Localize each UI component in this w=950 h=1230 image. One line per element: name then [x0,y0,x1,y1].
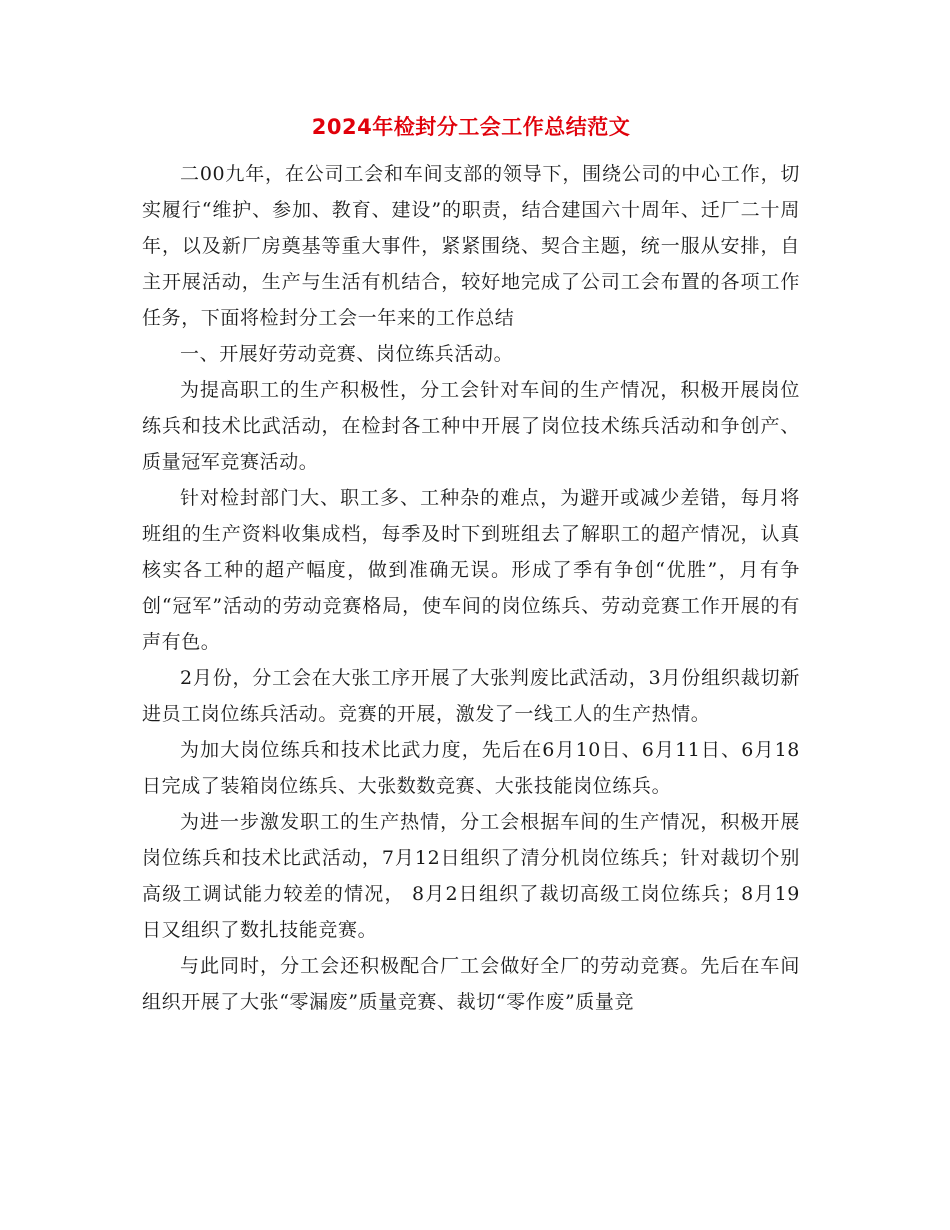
paragraph: 针对检封部门大、职工多、工种杂的难点，为避开或减少差错，每月将班组的生产资料收集成档，每季及时下到班组去了解职工的超产情况，认真核实各工种的超产幅度，做到准确无误。形成了季有争创“优胜”，月有争创“冠军”活动的劳动竞赛格局，使车间的岗位练兵、劳动竞赛工作开展的有声有色。 [142,487,800,653]
document-title: 2024年检封分工会工作总结范文 [311,115,631,139]
paragraph: 与此同时，分工会还积极配合厂工会做好全厂的劳动竞赛。先后在车间组织开展了大张“零漏废”质量竞赛、裁切“零作废”质量竞 [142,955,800,1013]
paragraph-intro: 二00九年，在公司工会和车间支部的领导下，围绕公司的中心工作，切实履行“维护、参加、教育、建设”的职责，结合建国六十周年、迁厂二十周年，以及新厂房奠基等重大事件，紧紧围绕、契合主题，统一服从安排，自主开展活动，生产与生活有机结合，较好地完成了公司工会布置的各项工作任务，下面将检封分工会一年来的工作总结 [142,163,800,329]
paragraph: 为进一步激发职工的生产热情，分工会根据车间的生产情况，积极开展岗位练兵和技术比武活动，7月12日组织了清分机岗位练兵；针对裁切个别高级工调试能力较差的情况， 8月2日组织了裁切高级工岗位练兵；8月19日又组织了数扎技能竞赛。 [142,811,800,941]
paragraph: 为提高职工的生产积极性，分工会针对车间的生产情况，积极开展岗位练兵和技术比武活动，在检封各工种中开展了岗位技术练兵活动和争创产、质量冠军竞赛活动。 [142,379,800,473]
section-heading-1: 一、开展好劳动竞赛、岗位练兵活动。 [180,343,514,365]
paragraph: 2月份，分工会在大张工序开展了大张判废比武活动，3月份组织裁切新进员工岗位练兵活动。竞赛的开展，激发了一线工人的生产热情。 [142,667,800,725]
paragraph: 为加大岗位练兵和技术比武力度，先后在6月10日、6月11日、6月18日完成了装箱岗位练兵、大张数数竞赛、大张技能岗位练兵。 [142,739,800,797]
